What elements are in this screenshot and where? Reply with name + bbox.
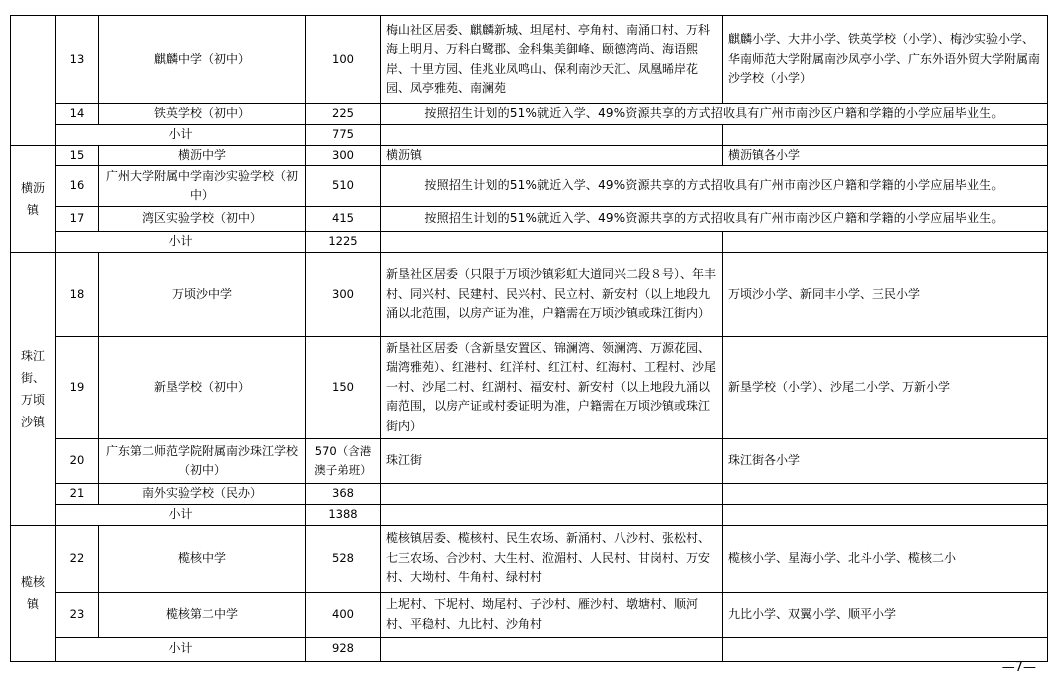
subtotal-value: 775 [306, 124, 381, 145]
enrollment-quota: 510 [306, 166, 381, 207]
empty-cell [723, 232, 1048, 253]
district-cell: 横沥镇 [11, 145, 56, 253]
subtotal-value: 1225 [306, 232, 381, 253]
row-number: 18 [56, 253, 99, 337]
school-name: 铁英学校（初中） [99, 104, 306, 125]
table-row [11, 337, 1048, 439]
catchment-area [381, 484, 723, 505]
subtotal-label: 小计 [56, 124, 306, 145]
subtotal-row [11, 505, 1048, 526]
row-number: 23 [56, 592, 99, 637]
table-row [11, 104, 1048, 125]
school-name: 榄核中学 [99, 525, 306, 592]
feeder-primary-schools [723, 484, 1048, 505]
subtotal-value: 928 [306, 637, 381, 661]
table-row [11, 207, 1048, 232]
subtotal-label: 小计 [56, 637, 306, 661]
school-name: 广州大学附属中学南沙实验学校（初中） [99, 166, 306, 207]
empty-cell [381, 232, 723, 253]
feeder-primary-schools: 珠江街各小学 [723, 439, 1048, 484]
table-row [11, 484, 1048, 505]
row-number: 21 [56, 484, 99, 505]
school-name: 麒麟中学（初中） [99, 16, 306, 104]
subtotal-value: 1388 [306, 505, 381, 526]
empty-cell [381, 637, 723, 661]
school-name: 榄核第二中学 [99, 592, 306, 637]
district-cell [11, 16, 56, 146]
table-row [11, 592, 1048, 637]
table-row [11, 145, 1048, 166]
catchment-area: 新垦社区居委（只限于万顷沙镇彩虹大道同兴二段８号）、年丰村、同兴村、民建村、民兴村、民立村、新安村（以上地段九涌以北范围，以房产证为准，户籍需在万顷沙镇或珠江街内） [381, 253, 723, 337]
row-number: 14 [56, 104, 99, 125]
empty-cell [723, 124, 1048, 145]
catchment-area: 榄核镇居委、榄核村、民生农场、新涌村、八沙村、张松村、七三农场、合沙村、大生村、涖湄村、人民村、甘岗村、万安村、大坳村、牛角村、绿村村 [381, 525, 723, 592]
row-number: 17 [56, 207, 99, 232]
row-number: 20 [56, 439, 99, 484]
empty-cell [723, 637, 1048, 661]
enrollment-quota: 100 [306, 16, 381, 104]
subtotal-row [11, 637, 1048, 661]
enrollment-quota: 570（含港澳子弟班） [306, 439, 381, 484]
enrollment-quota: 225 [306, 104, 381, 125]
empty-cell [723, 505, 1048, 526]
row-number: 13 [56, 16, 99, 104]
enrollment-quota: 415 [306, 207, 381, 232]
admission-policy: 按照招生计划的51%就近入学、49%资源共享的方式招收具有广州市南沙区户籍和学籍的小学应届毕业生。 [381, 104, 1048, 125]
district-cell: 珠江街、万顷沙镇 [11, 253, 56, 526]
district-cell: 榄核镇 [11, 525, 56, 661]
admission-policy: 按照招生计划的51%就近入学、49%资源共享的方式招收具有广州市南沙区户籍和学籍的小学应届毕业生。 [381, 207, 1048, 232]
feeder-primary-schools: 麒麟小学、大井小学、铁英学校（小学）、梅沙实验小学、华南师范大学附属南沙凤亭小学、广东外语外贸大学附属南沙学校（小学） [723, 16, 1048, 104]
table-row [11, 439, 1048, 484]
feeder-primary-schools: 万顷沙小学、新同丰小学、三民小学 [723, 253, 1048, 337]
row-number: 19 [56, 337, 99, 439]
school-name: 横沥中学 [99, 145, 306, 166]
enrollment-quota: 300 [306, 145, 381, 166]
subtotal-label: 小计 [56, 232, 306, 253]
feeder-primary-schools: 横沥镇各小学 [723, 145, 1048, 166]
empty-cell [381, 505, 723, 526]
school-name: 南外实验学校（民办） [99, 484, 306, 505]
enrollment-quota: 368 [306, 484, 381, 505]
subtotal-row [11, 232, 1048, 253]
catchment-area: 新垦社区居委（含新垦安置区、锦澜湾、领澜湾、万源花园、瑞湾雅苑）、红港村、红洋村、红江村、红海村、工程村、沙尾一村、沙尾二村、红湖村、福安村、新安村（以上地段九涌以南范围，以房产证或村委证明为准，户籍需在万顷沙镇或珠江街内） [381, 337, 723, 439]
catchment-area: 梅山社区居委、麒麟新城、坦尾村、亭角村、南涌口村、万科海上明月、万科白鹭郡、金科集美御峰、颐德湾尚、海语熙岸、十里方园、佳兆业凤鸣山、保利南沙天汇、凤凰晞岸花园、凤亭雅苑、南澜苑 [381, 16, 723, 104]
catchment-area: 横沥镇 [381, 145, 723, 166]
subtotal-label: 小计 [56, 505, 306, 526]
enrollment-quota: 400 [306, 592, 381, 637]
feeder-primary-schools: 九比小学、双翼小学、顺平小学 [723, 592, 1048, 637]
enrollment-quota: 150 [306, 337, 381, 439]
table-row [11, 16, 1048, 104]
table-row [11, 166, 1048, 207]
row-number: 22 [56, 525, 99, 592]
enrollment-quota: 528 [306, 525, 381, 592]
subtotal-row [11, 124, 1048, 145]
empty-cell [381, 124, 723, 145]
row-number: 16 [56, 166, 99, 207]
table-row [11, 253, 1048, 337]
school-name: 湾区实验学校（初中） [99, 207, 306, 232]
table-row [11, 525, 1048, 592]
school-name: 新垦学校（初中） [99, 337, 306, 439]
school-name: 广东第二师范学院附属南沙珠江学校（初中） [99, 439, 306, 484]
enrollment-table [10, 15, 1048, 662]
page-number: —7— [1001, 660, 1036, 675]
feeder-primary-schools: 榄核小学、星海小学、北斗小学、榄核二小 [723, 525, 1048, 592]
admission-policy: 按照招生计划的51%就近入学、49%资源共享的方式招收具有广州市南沙区户籍和学籍的小学应届毕业生。 [381, 166, 1048, 207]
school-name: 万顷沙中学 [99, 253, 306, 337]
enrollment-quota: 300 [306, 253, 381, 337]
feeder-primary-schools: 新垦学校（小学）、沙尾二小学、万新小学 [723, 337, 1048, 439]
catchment-area: 上坭村、下坭村、坳尾村、子沙村、雁沙村、墩塘村、顺河村、平稳村、九比村、沙角村 [381, 592, 723, 637]
catchment-area: 珠江街 [381, 439, 723, 484]
row-number: 15 [56, 145, 99, 166]
